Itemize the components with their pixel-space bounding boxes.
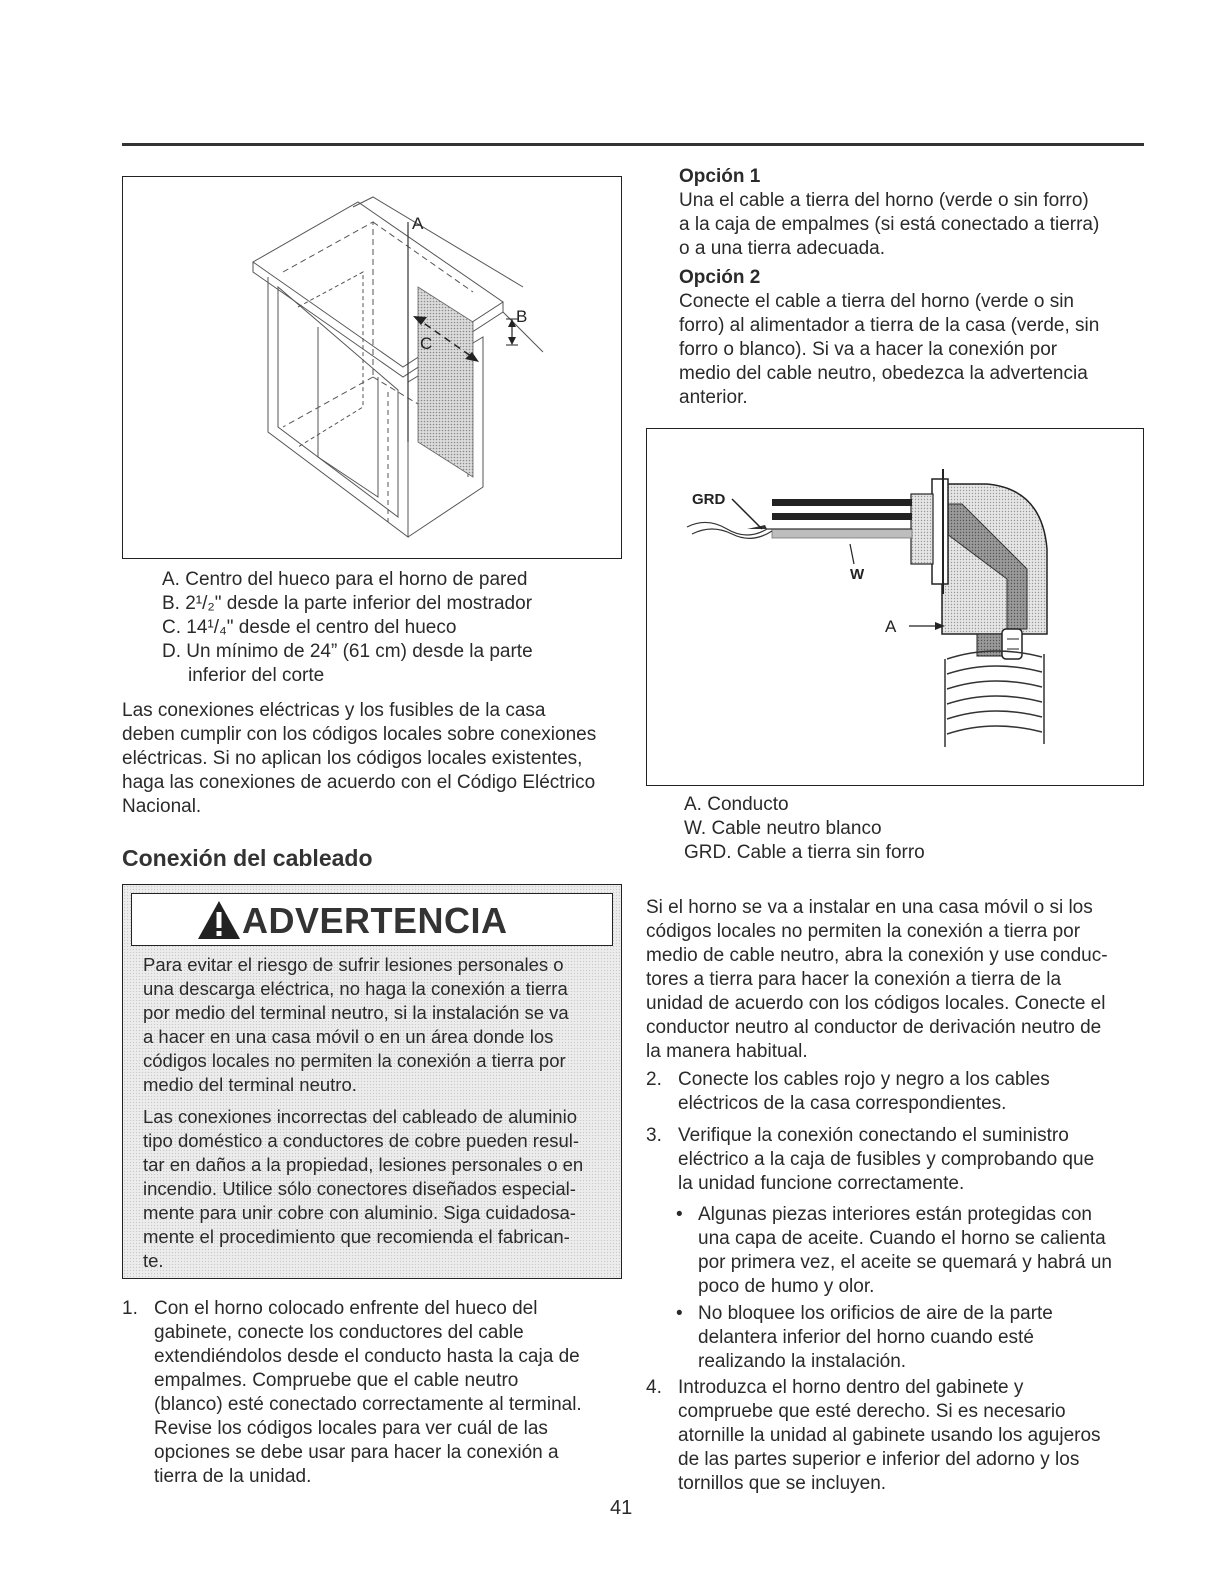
bullet-line: delantera inferior del horno cuando esté [698, 1327, 1034, 1348]
step-line: Con el horno colocado enfrente del hueco del [154, 1298, 538, 1319]
step-number: 3. [646, 1125, 662, 1146]
option-line: forro o blanco). Si va a hacer la conexión por [679, 339, 1058, 360]
option-line: medio del cable neutro, obedezca la advertencia [679, 363, 1088, 384]
paragraph-line: la manera habitual. [646, 1041, 808, 1062]
figure2-caption [684, 793, 925, 865]
step-line: extendiéndolos desde el conducto hasta la caja de [154, 1346, 580, 1367]
bullet-text [698, 1302, 1053, 1374]
option-2-text [679, 290, 1099, 410]
option-2 [679, 266, 1099, 410]
figure2-caption-line: A. Conducto [684, 794, 789, 815]
bullet-line: No bloquee los orificios de aire de la parte [698, 1303, 1053, 1324]
option-1-text [679, 189, 1099, 261]
paragraph-line: Si el horno se va a instalar en una casa móvil o si los [646, 897, 1093, 918]
paragraph-line: códigos locales no permiten la conexión a tierra por [646, 921, 1081, 942]
option-line: o a una tierra adecuada. [679, 238, 885, 259]
intro-line: Nacional. [122, 796, 202, 817]
step-text [154, 1297, 582, 1489]
paragraph-line: unidad de acuerdo con los códigos locales. Conecte el [646, 993, 1106, 1014]
step-number: 4. [646, 1377, 662, 1398]
step-number: 2. [646, 1069, 662, 1090]
step-line: tierra de la unidad. [154, 1466, 312, 1487]
mobile-home-paragraph [646, 896, 1108, 1064]
bullet-line: poco de humo y olor. [698, 1276, 875, 1297]
option-line: Una el cable a tierra del horno (verde o sin forro) [679, 190, 1089, 211]
page-number: 41 [610, 1497, 633, 1519]
step-number: 1. [122, 1298, 138, 1319]
step-line: Conecte los cables rojo y negro a los cables [678, 1069, 1050, 1090]
figure1-label-a: A [412, 214, 424, 233]
intro-line: deben cumplir con los códigos locales sobre conexiones [122, 724, 597, 745]
warning-title: ADVERTENCIA [242, 900, 508, 941]
warning-line: mente el procedimiento que recomienda el fabrican- [143, 1226, 570, 1247]
warning-line: códigos locales no permiten la conexión a tierra por [143, 1050, 566, 1071]
warning-line: una descarga eléctrica, no haga la conexión a tierra [143, 978, 568, 999]
warning-line: te. [143, 1250, 164, 1271]
bullet-line: por primera vez, el aceite se quemará y habrá un [698, 1252, 1112, 1273]
conduit-wiring-figure [646, 428, 1144, 786]
figure1-caption-line: inferior del corte [188, 665, 325, 686]
step-line: atornille la unidad al gabinete usando los agujeros [678, 1425, 1101, 1446]
bullet-mark: • [676, 1303, 683, 1324]
step-line: empalmes. Compruebe que el cable neutro [154, 1370, 519, 1391]
option-2-title: Opción 2 [679, 267, 761, 288]
figure1-caption-line: C. 14¹/₄" desde el centro del hueco [162, 617, 457, 638]
figure1-caption-line: A. Centro del hueco para el horno de pared [162, 569, 528, 590]
option-line: forro) al alimentador a tierra de la casa (verde, sin [679, 315, 1100, 336]
step-line: (blanco) esté conectado correctamente al terminal. [154, 1394, 582, 1415]
step-line: gabinete, conecte los conductores del cable [154, 1322, 524, 1343]
figure2-label-a: A [885, 617, 897, 636]
conduit-wiring-diagram [647, 429, 1142, 784]
step-line: compruebe que esté derecho. Si es necesario [678, 1401, 1066, 1422]
bullet-line: Algunas piezas interiores están protegidas con [698, 1204, 1092, 1225]
option-1-title: Opción 1 [679, 166, 761, 187]
paragraph-line: conductor neutro al conductor de derivación neutro de [646, 1017, 1102, 1038]
bullet-line: una capa de aceite. Cuando el horno se calienta [698, 1228, 1106, 1249]
paragraph-line: medio de cable neutro, abra la conexión y use conduc- [646, 945, 1108, 966]
figure1-label-c: C [420, 334, 433, 353]
step-line: Revise los códigos locales para ver cuál de las [154, 1418, 548, 1439]
warning-line: mente para unir cobre con aluminio. Siga cuidadosa- [143, 1202, 576, 1223]
step-line: Verifique la conexión conectando el suministro [678, 1125, 1069, 1146]
bullet-mark: • [676, 1204, 683, 1225]
warning-line: Las conexiones incorrectas del cableado de aluminio [143, 1106, 577, 1127]
warning-line: incendio. Utilice sólo conectores diseñados especial- [143, 1178, 576, 1199]
intro-line: Las conexiones eléctricas y los fusibles de la casa [122, 700, 546, 721]
warning-line: por medio del terminal neutro, si la instalación se va [143, 1002, 569, 1023]
warning-header [131, 893, 613, 946]
cabinet-cutout-diagram [123, 177, 620, 557]
intro-line: eléctricas. Si no aplican los códigos locales existentes, [122, 748, 583, 769]
figure2-caption-line: W. Cable neutro blanco [684, 818, 882, 839]
step-text [678, 1124, 1094, 1196]
bullet-line: realizando la instalación. [698, 1351, 907, 1372]
top-rule [122, 143, 1144, 146]
step-line: tornillos que se incluyen. [678, 1473, 887, 1494]
figure1-caption-line: B. 2¹/₂" desde la parte inferior del mostrador [162, 593, 533, 614]
figure2-caption-line: GRD. Cable a tierra sin forro [684, 842, 925, 863]
warning-line: tar en daños a la propiedad, lesiones personales o en [143, 1154, 584, 1175]
option-1 [679, 165, 1099, 261]
bullet-text [698, 1203, 1112, 1299]
warning-line: tipo doméstico a conductores de cobre pueden resul- [143, 1130, 580, 1151]
step-line: de las partes superior e inferior del adorno y los [678, 1449, 1080, 1470]
step-line: Introduzca el horno dentro del gabinete y [678, 1377, 1024, 1398]
warning-line: Para evitar el riesgo de sufrir lesiones personales o [143, 954, 564, 975]
step-text [678, 1068, 1050, 1116]
warning-paragraph-1 [143, 953, 615, 1097]
figure2-label-w: W [850, 566, 865, 583]
step-text [678, 1376, 1101, 1496]
warning-line: medio del terminal neutro. [143, 1074, 357, 1095]
intro-paragraph [122, 699, 596, 819]
step-line: opciones se debe usar para hacer la conexión a [154, 1442, 559, 1463]
cabinet-cutout-figure [122, 176, 622, 559]
option-line: a la caja de empalmes (si está conectado a tierra) [679, 214, 1100, 235]
step-line: eléctricos de la casa correspondientes. [678, 1093, 1007, 1114]
warning-triangle-icon [196, 899, 242, 941]
warning-paragraph-2 [143, 1105, 615, 1273]
warning-box [122, 884, 622, 1279]
intro-line: haga las conexiones de acuerdo con el Código Eléctrico [122, 772, 596, 793]
figure1-caption-line: D. Un mínimo de 24” (61 cm) desde la parte [162, 641, 533, 662]
option-line: Conecte el cable a tierra del horno (verde o sin [679, 291, 1075, 312]
paragraph-line: tores a tierra para hacer la conexión a tierra de la [646, 969, 1062, 990]
figure1-caption [162, 568, 533, 688]
step-line: eléctrico a la caja de fusibles y comprobando que [678, 1149, 1095, 1170]
step-line: la unidad funcione correctamente. [678, 1173, 965, 1194]
section-heading: Conexión del cableado [122, 845, 373, 871]
figure1-label-b: B [516, 307, 528, 326]
option-line: anterior. [679, 387, 748, 408]
warning-line: a hacer en una casa móvil o en un área donde los [143, 1026, 554, 1047]
figure2-label-grd: GRD [692, 491, 726, 508]
